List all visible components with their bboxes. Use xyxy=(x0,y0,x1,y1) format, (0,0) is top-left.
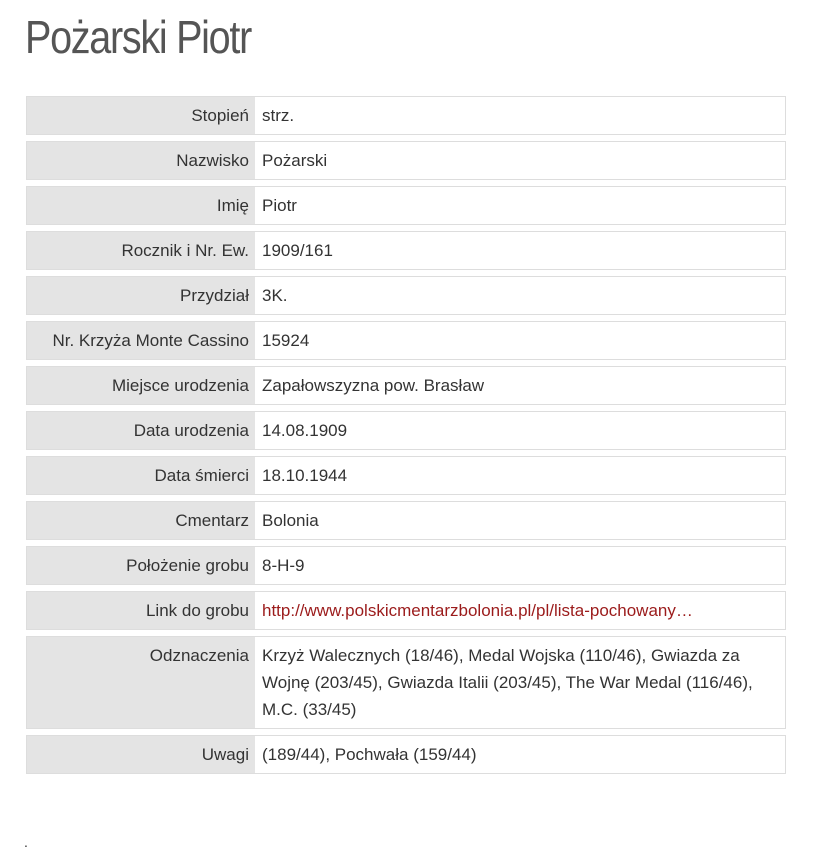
row-value-container xyxy=(255,592,785,629)
row-label: Stopień xyxy=(27,97,255,134)
row-value: 14.08.1909 xyxy=(262,421,348,440)
row-label: Nr. Krzyża Monte Cassino xyxy=(27,322,255,359)
row-label: Uwagi xyxy=(27,736,255,773)
record-row-birthplace xyxy=(26,366,786,405)
record-row-monte-cassino-cross xyxy=(26,321,786,360)
record-row-death-date xyxy=(26,456,786,495)
row-label: Miejsce urodzenia xyxy=(27,367,255,404)
row-label: Odznaczenia xyxy=(27,637,255,728)
row-value: Krzyż Walecznych (18/46), Medal Wojska (110/46), Gwiazda za Wojnę (203/45), Gwiazda Italii (203/45), The War Medal (116/46), M.C. (33/45) xyxy=(262,646,753,719)
grave-link[interactable]: http://www.polskicmentarzbolonia.pl/pl/lista-pochowany… xyxy=(262,601,693,620)
row-value: 18.10.1944 xyxy=(262,466,348,485)
record-row-rank xyxy=(26,96,786,135)
record-row-cemetery xyxy=(26,501,786,540)
row-value: 3K. xyxy=(262,286,288,305)
row-value: Pożarski xyxy=(262,151,328,170)
row-label: Data śmierci xyxy=(27,457,255,494)
row-value: strz. xyxy=(262,106,295,125)
row-value: 1909/161 xyxy=(262,241,333,260)
page-title: Pożarski Piotr xyxy=(25,11,251,63)
record-row-grave-link xyxy=(26,591,786,630)
row-value: 15924 xyxy=(262,331,310,350)
row-value: Zapałowszyzna pow. Brasław xyxy=(262,376,485,395)
record-row-first-name xyxy=(26,186,786,225)
record-row-decorations xyxy=(26,636,786,729)
record-row-assignment xyxy=(26,276,786,315)
row-label: Link do grobu xyxy=(27,592,255,629)
record-row-remarks xyxy=(26,735,786,774)
row-label: Data urodzenia xyxy=(27,412,255,449)
row-label: Cmentarz xyxy=(27,502,255,539)
row-label: Nazwisko xyxy=(27,142,255,179)
row-label: Położenie grobu xyxy=(27,547,255,584)
record-row-grave-location xyxy=(26,546,786,585)
row-value: Bolonia xyxy=(262,511,319,530)
record-row-year-number xyxy=(26,231,786,270)
record-table xyxy=(26,96,786,780)
footer-mark: . xyxy=(24,834,28,850)
row-label: Rocznik i Nr. Ew. xyxy=(27,232,255,269)
record-row-birth-date xyxy=(26,411,786,450)
row-value: 8-H-9 xyxy=(262,556,305,575)
record-row-surname xyxy=(26,141,786,180)
row-label: Przydział xyxy=(27,277,255,314)
row-value: Piotr xyxy=(262,196,297,215)
row-label: Imię xyxy=(27,187,255,224)
row-value: (189/44), Pochwała (159/44) xyxy=(262,745,477,764)
